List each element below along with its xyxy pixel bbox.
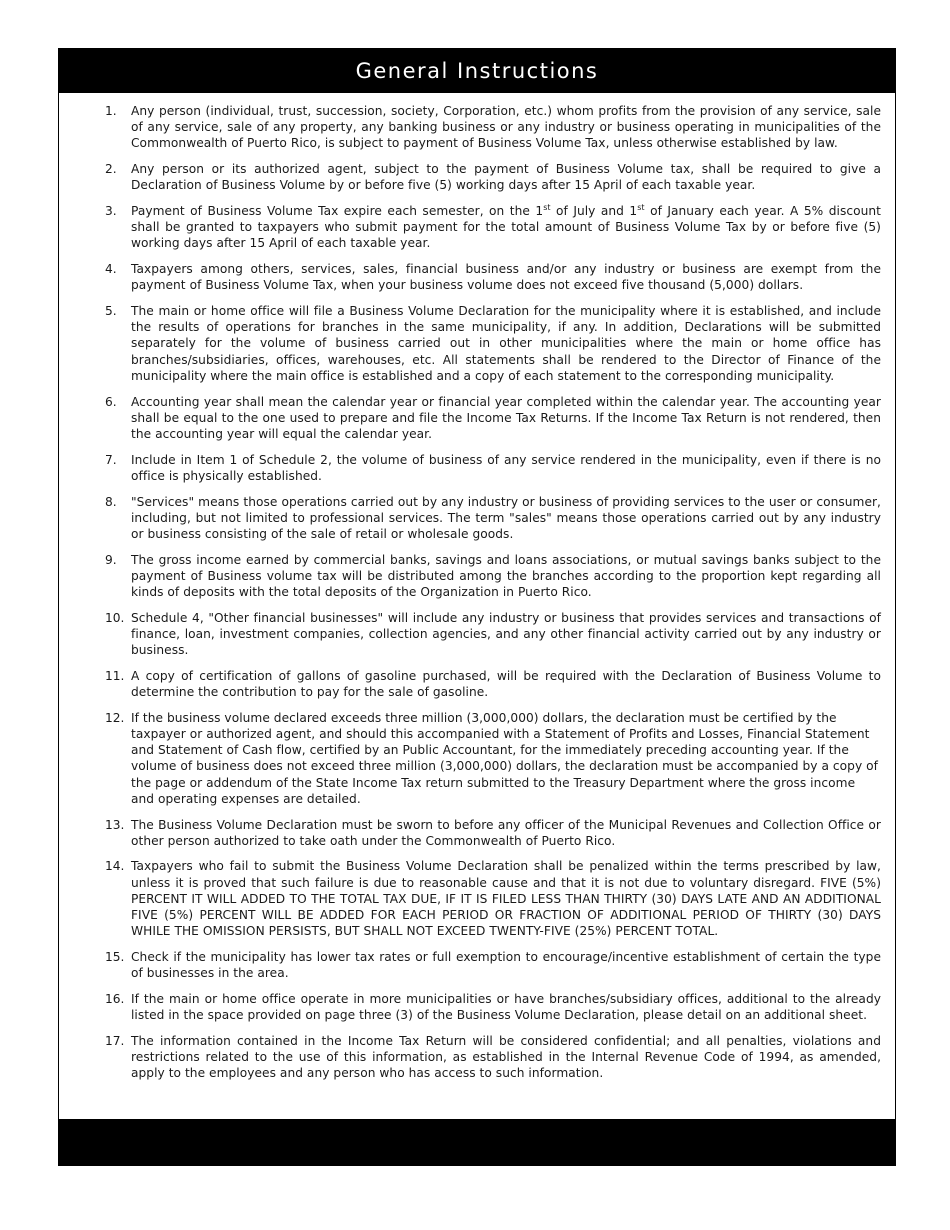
item-number: 4. <box>105 262 117 277</box>
item-number: 6. <box>105 394 117 409</box>
item-number: 15. <box>105 949 125 964</box>
item-number: 11. <box>105 668 125 683</box>
ordinal-suffix: st <box>637 202 645 212</box>
item-text: The gross income earned by commercial banks, savings and loans associations, or mutual savings banks subject to the payment of Business volume tax will be distributed among the branches according to the proportion kept regarding all kinds of deposits with the total deposits of the Organization in Puerto Rico. <box>131 552 881 600</box>
footer-bar <box>59 1119 895 1165</box>
item-text: The information contained in the Income Tax Return will be considered confidential; and all penalties, violations and restrictions related to the use of this information, as established in the Internal Revenue Code of 1994, as amended, apply to the employees and any person who has access to such information. <box>131 1033 881 1081</box>
instructions-page <box>58 48 896 1166</box>
instruction-item-8 <box>95 494 881 543</box>
item-number: 16. <box>105 991 125 1006</box>
header-bar <box>59 49 895 93</box>
item-text: Accounting year shall mean the calendar year or financial year completed within the calendar year. The accounting year shall be equal to the one used to prepare and file the Income Tax Returns. If the Income Tax Return is not rendered, then the accounting year will equal the calendar year. <box>131 394 881 441</box>
item-text-part: Payment of Business Volume Tax expire each semester, on the 1 <box>131 204 544 219</box>
item-text: Taxpayers among others, services, sales, financial business and/or any industry or business are exempt from the payment of Business Volume Tax, when your business volume does not exceed five thousand (5,000) dollars. <box>131 262 881 293</box>
item-text: Schedule 4, "Other financial businesses" will include any industry or business that provides services and transactions of finance, loan, investment companies, collection agencies, and any other financial activity carried out by any industry or business. <box>131 610 881 658</box>
item-number: 9. <box>105 552 117 567</box>
item-text: The main or home office will file a Business Volume Declaration for the municipality where it is established, and include the results of operations for branches in the same municipality, if any. In addition, Declarations will be submitted separately for the volume of business carried out in other municipalities where the main or home office has branches/subsidiaries, offices, warehouses, etc. All statements shall be rendered to the Director of Finance of the municipality where the main office is established and a copy of each statement to the corresponding municipality. <box>131 304 881 383</box>
item-text: "Services" means those operations carried out by any industry or business of providing services to the user or consumer, including, but not limited to professional services. The term "sales" means those operations carried out by any industry or business consisting of the sale of retail or wholesale goods. <box>131 494 881 541</box>
item-text: Include in Item 1 of Schedule 2, the volume of business of any service rendered in the municipality, even if there is no office is physically established. <box>131 452 881 483</box>
instruction-item-10 <box>95 610 881 659</box>
instruction-item-7 <box>95 452 881 484</box>
page-title: General Instructions <box>355 59 599 83</box>
instruction-item-12 <box>95 710 881 807</box>
item-text: A copy of certification of gallons of gasoline purchased, will be required with the Declaration of Business Volume to determine the contribution to pay for the sale of gasoline. <box>131 668 881 700</box>
item-text-part: of January each year. A 5% discount shall be granted to taxpayers who submit payment for the total amount of Business Volume Tax by or before five (5) working days after 15 April of each taxable year. <box>131 204 881 251</box>
item-text: Taxpayers who fail to submit the Business Volume Declaration shall be penalized within the terms prescribed by law, unless it is proved that such failure is due to reasonable cause and that it is not due to voluntary disregard. FIVE (5%) PERCENT IT WILL ADDED TO THE TOTAL TAX DUE, IF IT IS FILED LESS THAN THIRTY (30) DAYS LATE AND AN ADDITIONAL FIVE (5%) PERCENT WILL BE ADDED FOR EACH PERIOD OR FRACTION OF ADDITIONAL PERIOD OF THIRTY (30) DAYS WHILE THE OMISSION PERSISTS, BUT SHALL NOT EXCEED TWENTY-FIVE (25%) PERCENT TOTAL. <box>131 859 881 939</box>
item-number: 8. <box>105 494 117 509</box>
instruction-item-17 <box>95 1033 881 1082</box>
ordinal-suffix: st <box>543 202 551 212</box>
item-text: Any person or its authorized agent, subject to the payment of Business Volume tax, shall be required to give a Declaration of Business Volume by or before five (5) working days after 15 April of each taxable year. <box>131 162 881 193</box>
item-number: 7. <box>105 452 117 467</box>
instruction-item-16 <box>95 991 881 1023</box>
item-text <box>131 203 881 252</box>
item-text: If the business volume declared exceeds three million (3,000,000) dollars, the declaration must be certified by the taxpayer or authorized agent, and should this accompanied with a Statement of Profits and Losses, Financial Statement and Statement of Cash flow, certified by an Public Accountant, for the immediately preceding accounting year. If the volume of business does not exceed three million (3,000,000) dollars, the declaration must be accompanied by a copy of the page or addendum of the State Income Tax return submitted to the Treasury Department where the gross income and operating expenses are detailed. <box>131 710 878 806</box>
instruction-item-5 <box>95 303 881 384</box>
instruction-item-14 <box>95 858 881 939</box>
instructions-list <box>95 103 881 1091</box>
item-text: Check if the municipality has lower tax rates or full exemption to encourage/incentive establishment of certain the type of businesses in the area. <box>131 949 881 981</box>
instruction-item-4 <box>95 261 881 293</box>
item-number: 14. <box>105 859 125 874</box>
instruction-item-13 <box>95 817 881 849</box>
item-number: 3. <box>105 204 117 219</box>
instruction-item-6 <box>95 394 881 443</box>
instruction-item-2 <box>95 161 881 193</box>
item-number: 1. <box>105 104 117 118</box>
item-text-part: of July and 1 <box>550 204 638 219</box>
item-number: 12. <box>105 710 125 725</box>
instruction-item-15 <box>95 949 881 981</box>
item-text: If the main or home office operate in more municipalities or have branches/subsidiary offices, additional to the already listed in the space provided on page three (3) of the Business Volume Declaration, please detail on an additional sheet. <box>131 991 881 1023</box>
instruction-item-1 <box>95 103 881 152</box>
item-number: 2. <box>105 162 117 177</box>
item-number: 10. <box>105 610 125 625</box>
item-number: 17. <box>105 1033 125 1048</box>
item-number: 5. <box>105 304 117 319</box>
item-text: Any person (individual, trust, succession, society, Corporation, etc.) whom profits from the provision of any service, sale of any service, sale of any property, any banking business or any industry or business operating in municipalities of the Commonwealth of Puerto Rico, is subject to payment of Business Volume Tax, unless otherwise established by law. <box>131 104 881 151</box>
item-number: 13. <box>105 817 125 832</box>
instruction-item-9 <box>95 552 881 601</box>
instruction-item-11 <box>95 668 881 700</box>
item-text: The Business Volume Declaration must be sworn to before any officer of the Municipal Revenues and Collection Office or other person authorized to take oath under the Commonwealth of Puerto Rico. <box>131 817 881 848</box>
instruction-item-3 <box>95 203 881 252</box>
